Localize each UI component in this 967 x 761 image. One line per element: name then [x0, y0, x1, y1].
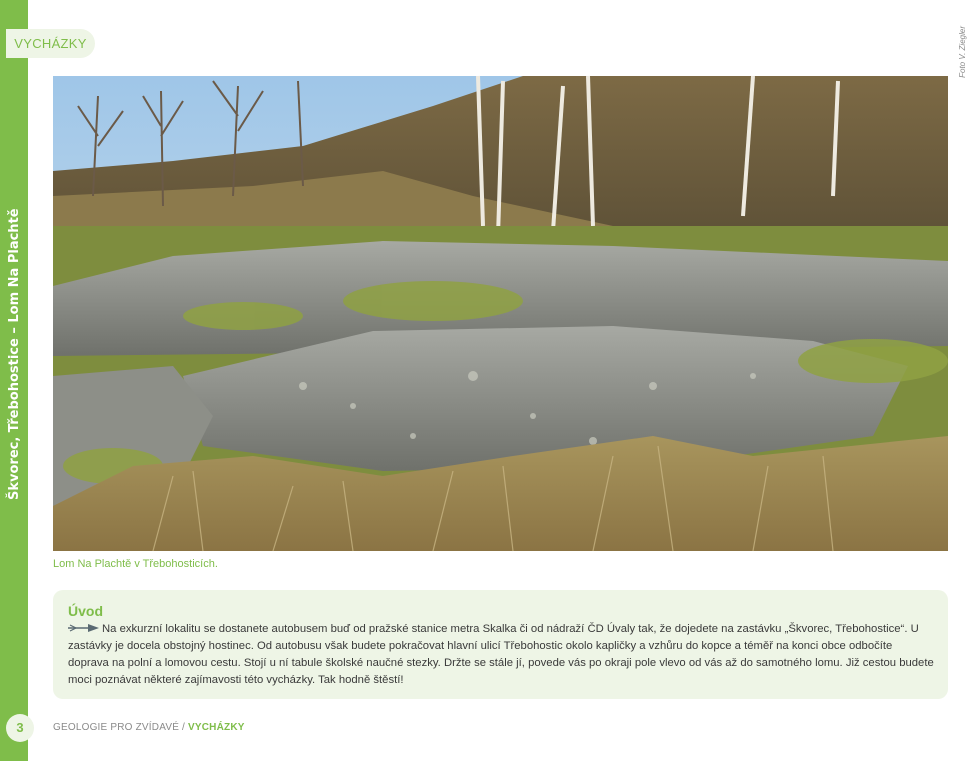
intro-text-block	[68, 621, 934, 689]
footer-section: VYCHÁZKY	[188, 722, 245, 733]
quarry-photo	[53, 76, 948, 551]
page-number: 3	[6, 714, 34, 742]
arrow-icon	[68, 623, 100, 633]
section-tab: VYCHÁZKY	[6, 29, 95, 58]
photo-credit-text: Foto V. Ziegler	[958, 26, 967, 78]
side-title-text: Škvorec, Třebohostice – Lom Na Plachtě	[7, 208, 22, 500]
intro-title: Úvod	[68, 603, 103, 619]
footer-prefix: GEOLOGIE PRO ZVÍDAVÉ /	[53, 722, 189, 733]
intro-text: Na exkurzní lokalitu se dostanete autobusem buď od pražské stanice metra Skalka či od nádraží ČD Úvaly tak, že dojedete na zastávku „Škvorec, Třebohostice“. U zastávky je docela obstojný hostinec. Od autobusu však budete pokračovat hlavní ulicí Třebohostic okolo kapličky a vzhůru do kopce a téměř na konci obce odbočíte doprava na polní a lomovou cestu. Stojí u ní tabule školské naučné stezky. Držte se stále jí, povede vás po okraji pole vlevo od vás až do samotného lomu. Již cestou budete moci poznávat některé zajímavosti této vycházky. Tak hodně štěstí!	[68, 623, 934, 686]
intro-box	[53, 590, 948, 699]
footer	[53, 722, 245, 733]
photo-caption: Lom Na Plachtě v Třebohosticích.	[53, 558, 218, 570]
